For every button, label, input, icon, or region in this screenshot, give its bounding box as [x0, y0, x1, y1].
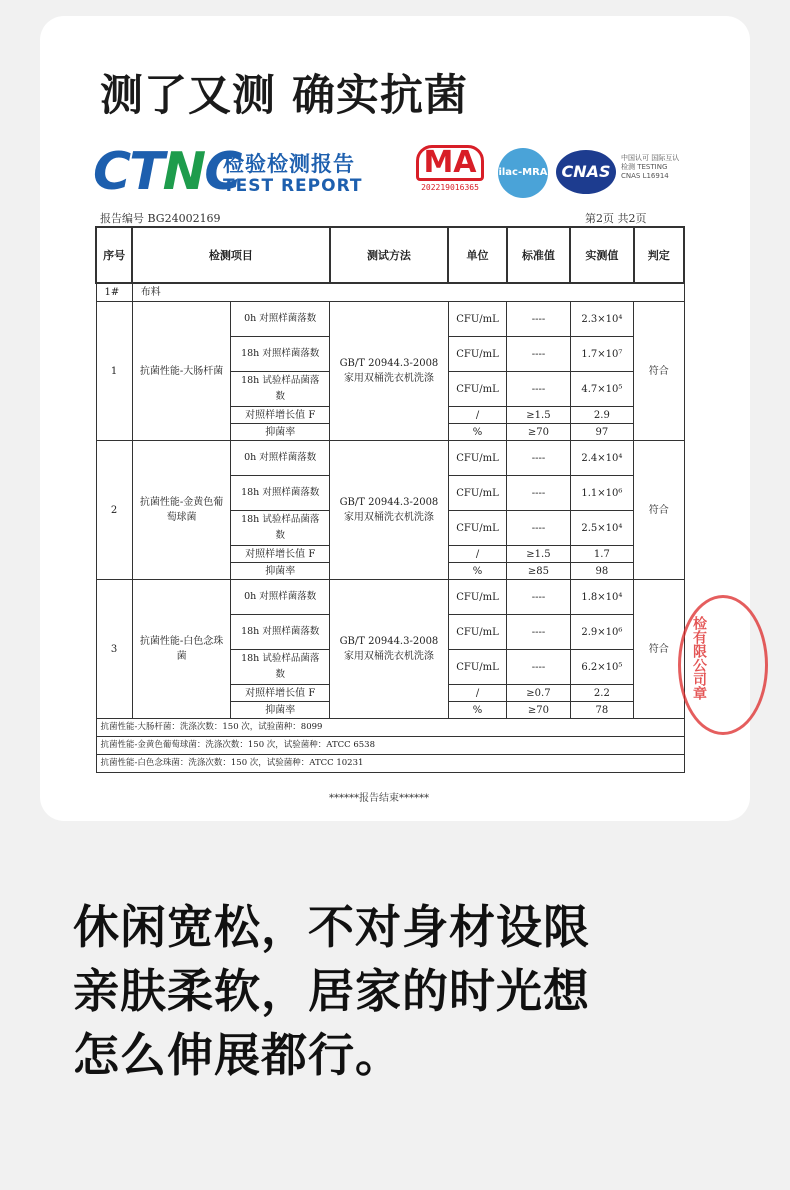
seal-text: 检有限公司章 — [691, 616, 707, 700]
standard-value: ---- — [507, 476, 570, 511]
standard-value: ≥70 — [507, 424, 570, 441]
header-item: 检测项目 — [132, 227, 329, 283]
sub-item: 18h 试验样品菌落数 — [231, 511, 330, 546]
measured-value: 1.7×10⁷ — [570, 337, 633, 372]
test-item: 抗菌性能-大肠杆菌 — [132, 302, 231, 441]
sub-item: 抑菌率 — [231, 424, 330, 441]
unit: CFU/mL — [448, 372, 506, 407]
footnote: 抗菌性能-大肠杆菌：洗涤次数：150 次，试验菌种：8099 — [96, 719, 684, 737]
table-row — [96, 580, 684, 615]
unit: % — [448, 563, 506, 580]
table-row — [96, 441, 684, 476]
measured-value: 97 — [570, 424, 633, 441]
unit: CFU/mL — [448, 615, 506, 650]
measured-value: 4.7×10⁵ — [570, 372, 633, 407]
description-line: 怎么伸展都行。 — [73, 1028, 402, 1082]
standard-value: ---- — [507, 372, 570, 407]
results-table — [95, 226, 685, 773]
row-number: 3 — [96, 580, 132, 719]
standard-value: ≥85 — [507, 563, 570, 580]
row-number: 1 — [96, 302, 132, 441]
standard-value: ≥70 — [507, 702, 570, 719]
sub-item: 对照样增长值 F — [231, 407, 330, 424]
unit: CFU/mL — [448, 580, 506, 615]
cnas-caption: 中国认可 国际互认 检测 TESTING CNAS L16914 — [621, 154, 680, 180]
headline: 测了又测 确实抗菌 — [100, 71, 468, 121]
footnote-row — [96, 719, 684, 737]
standard-value: ---- — [507, 650, 570, 685]
standard-value: ---- — [507, 337, 570, 372]
test-item: 抗菌性能-白色念珠菌 — [132, 580, 231, 719]
header-method: 测试方法 — [330, 227, 449, 283]
standard-value: ---- — [507, 580, 570, 615]
verdict: 符合 — [634, 441, 684, 580]
measured-value: 1.8×10⁴ — [570, 580, 633, 615]
standard-value: ---- — [507, 511, 570, 546]
page-info: 第2页 共2页 — [585, 212, 647, 225]
sub-item: 对照样增长值 F — [231, 685, 330, 702]
test-item: 抗菌性能-金黄色葡萄球菌 — [132, 441, 231, 580]
verdict: 符合 — [634, 580, 684, 719]
header-measured: 实测值 — [570, 227, 633, 283]
test-report — [93, 140, 707, 810]
cnas-logo: CNAS — [556, 150, 616, 194]
unit: CFU/mL — [448, 441, 506, 476]
report-end-marker: ******报告结束****** — [329, 793, 429, 804]
unit: % — [448, 702, 506, 719]
description-line: 亲肤柔软，居家的时光想 — [73, 964, 590, 1018]
unit: CFU/mL — [448, 302, 506, 337]
footnote-row — [96, 737, 684, 755]
measured-value: 1.7 — [570, 546, 633, 563]
material-row — [96, 283, 684, 302]
ctc-logo: CTNC — [93, 142, 241, 202]
description-line: 休闲宽松，不对身材设限 — [73, 900, 590, 954]
measured-value: 2.2 — [570, 685, 633, 702]
unit: CFU/mL — [448, 511, 506, 546]
unit: CFU/mL — [448, 650, 506, 685]
report-number: 报告编号 BG24002169 — [100, 212, 221, 225]
sub-item: 18h 对照样菌落数 — [231, 337, 330, 372]
header-standard: 标准值 — [507, 227, 570, 283]
header-verdict: 判定 — [634, 227, 684, 283]
material-number: 1# — [96, 283, 132, 302]
sub-item: 抑菌率 — [231, 563, 330, 580]
sub-item: 0h 对照样菌落数 — [231, 302, 330, 337]
sub-item: 抑菌率 — [231, 702, 330, 719]
sub-item: 18h 对照样菌落数 — [231, 615, 330, 650]
test-method: GB/T 20944.3-2008 家用双桶洗衣机洗涤 — [330, 441, 449, 580]
standard-value: ≥1.5 — [507, 546, 570, 563]
standard-value: ≥0.7 — [507, 685, 570, 702]
ilac-mra-logo: ilac-MRA — [498, 148, 548, 198]
footnote: 抗菌性能-白色念珠菌：洗涤次数：150 次，试验菌种：ATCC 10231 — [96, 755, 684, 773]
standard-value: ---- — [507, 302, 570, 337]
report-title-en: TEST REPORT — [223, 176, 363, 196]
sub-item: 18h 试验样品菌落数 — [231, 650, 330, 685]
verdict: 符合 — [634, 302, 684, 441]
header-no: 序号 — [96, 227, 132, 283]
sub-item: 0h 对照样菌落数 — [231, 441, 330, 476]
product-description — [73, 895, 733, 1087]
ma-mark: MA — [416, 145, 484, 181]
measured-value: 2.9 — [570, 407, 633, 424]
test-method: GB/T 20944.3-2008 家用双桶洗衣机洗涤 — [330, 302, 449, 441]
material-name: 布料 — [132, 283, 684, 302]
unit: / — [448, 546, 506, 563]
official-seal — [678, 595, 768, 735]
standard-value: ---- — [507, 615, 570, 650]
sub-item: 对照样增长值 F — [231, 546, 330, 563]
unit: % — [448, 424, 506, 441]
test-method: GB/T 20944.3-2008 家用双桶洗衣机洗涤 — [330, 580, 449, 719]
measured-value: 2.3×10⁴ — [570, 302, 633, 337]
measured-value: 2.5×10⁴ — [570, 511, 633, 546]
ma-certification-mark — [416, 145, 484, 192]
ma-number: 202219016365 — [421, 183, 479, 192]
measured-value: 78 — [570, 702, 633, 719]
unit: / — [448, 407, 506, 424]
measured-value: 2.4×10⁴ — [570, 441, 633, 476]
measured-value: 98 — [570, 563, 633, 580]
sub-item: 0h 对照样菌落数 — [231, 580, 330, 615]
report-title-cn: 检验检测报告 — [223, 152, 355, 176]
measured-value: 6.2×10⁵ — [570, 650, 633, 685]
measured-value: 1.1×10⁶ — [570, 476, 633, 511]
table-header-row — [96, 227, 684, 283]
standard-value: ---- — [507, 441, 570, 476]
row-number: 2 — [96, 441, 132, 580]
unit: / — [448, 685, 506, 702]
unit: CFU/mL — [448, 337, 506, 372]
footnote: 抗菌性能-金黄色葡萄球菌：洗涤次数：150 次，试验菌种：ATCC 6538 — [96, 737, 684, 755]
measured-value: 2.9×10⁶ — [570, 615, 633, 650]
header-unit: 单位 — [448, 227, 506, 283]
unit: CFU/mL — [448, 476, 506, 511]
sub-item: 18h 对照样菌落数 — [231, 476, 330, 511]
table-row — [96, 302, 684, 337]
footnote-row — [96, 755, 684, 773]
sub-item: 18h 试验样品菌落数 — [231, 372, 330, 407]
standard-value: ≥1.5 — [507, 407, 570, 424]
